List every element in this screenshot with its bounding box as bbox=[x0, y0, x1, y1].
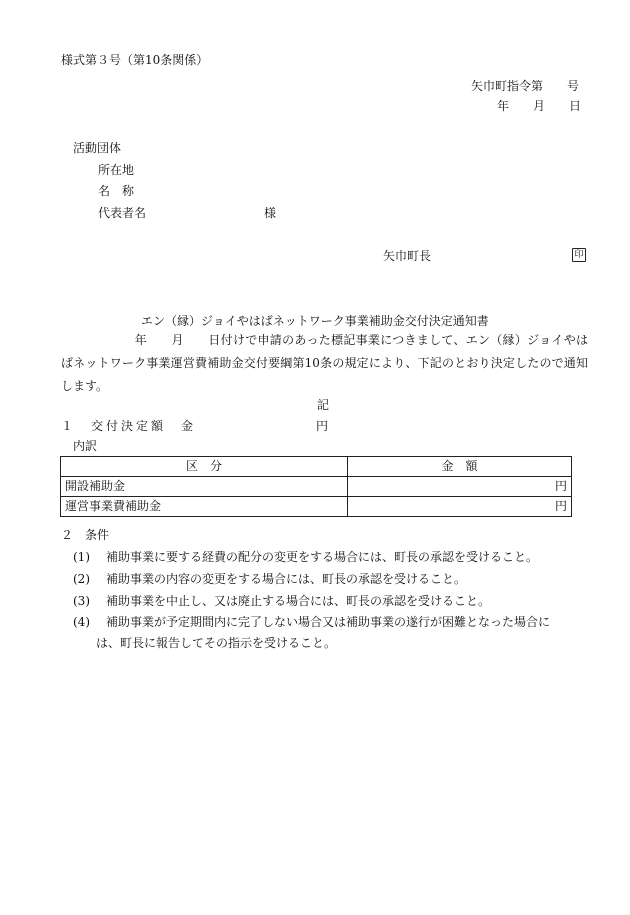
condition-text: 補助事業に要する経費の配分の変更をする場合には、町長の承認を受けること。 bbox=[106, 550, 539, 564]
header-amount: 金 額 bbox=[348, 457, 572, 477]
header-category: 区 分 bbox=[61, 457, 348, 477]
table-row bbox=[61, 497, 572, 517]
condition-number: (1) bbox=[73, 550, 90, 564]
condition-continuation: は、町長に報告してその指示を受けること。 bbox=[96, 636, 337, 650]
condition-number: (2) bbox=[73, 572, 90, 586]
recipient-address-label: 所在地 bbox=[98, 163, 135, 177]
doc-number: 矢巾町指令第 号 bbox=[471, 79, 580, 93]
breakdown-table bbox=[60, 456, 572, 517]
row-amount: 円 bbox=[348, 477, 572, 497]
recipient-name-label: 名 称 bbox=[98, 184, 135, 198]
condition-number: (3) bbox=[73, 594, 90, 608]
recipient-group: 活動団体 bbox=[73, 141, 122, 155]
condition-text: 補助事業の内容の変更をする場合には、町長の承認を受けること。 bbox=[106, 572, 467, 586]
issue-date: 年 月 日 bbox=[497, 99, 582, 113]
section1-yen: 円 bbox=[316, 419, 329, 433]
sender-title: 矢巾町長 bbox=[383, 249, 432, 263]
seal-mark: 印 bbox=[572, 248, 586, 262]
honorific: 様 bbox=[264, 206, 277, 220]
condition-text: 補助事業を中止し、又は廃止する場合には、町長の承認を受けること。 bbox=[106, 594, 491, 608]
condition-item bbox=[73, 549, 538, 565]
row-amount: 円 bbox=[348, 497, 572, 517]
condition-item bbox=[73, 593, 490, 609]
table-header-row bbox=[61, 457, 572, 477]
section2-label: ２ 条件 bbox=[61, 528, 110, 542]
form-label: 様式第３号（第10条関係） bbox=[61, 53, 209, 67]
condition-text: 補助事業が予定期間内に完了しない場合又は補助事業の遂行が困難となった場合に bbox=[106, 615, 551, 629]
breakdown-label: 内訳 bbox=[73, 439, 98, 453]
condition-item bbox=[73, 614, 550, 630]
section1-label: １ 交付決定額 金 bbox=[61, 419, 197, 433]
recipient-rep-label: 代表者名 bbox=[98, 206, 147, 220]
body-text: 年 月 日付けで申請のあった標記事業につきまして、エン（縁）ジョイやはばネットワーク事業運営費補助金交付要綱第10条の規定により、下記のとおり決定したので通知します。 bbox=[61, 333, 588, 393]
condition-number: (4) bbox=[73, 615, 90, 629]
table-row bbox=[61, 477, 572, 497]
condition-item bbox=[73, 571, 466, 587]
document-title: エン（縁）ジョイやはばネットワーク事業補助金交付決定通知書 bbox=[141, 314, 489, 328]
row-category: 開設補助金 bbox=[61, 477, 348, 497]
row-category: 運営事業費補助金 bbox=[61, 497, 348, 517]
ki-label: 記 bbox=[317, 398, 330, 412]
